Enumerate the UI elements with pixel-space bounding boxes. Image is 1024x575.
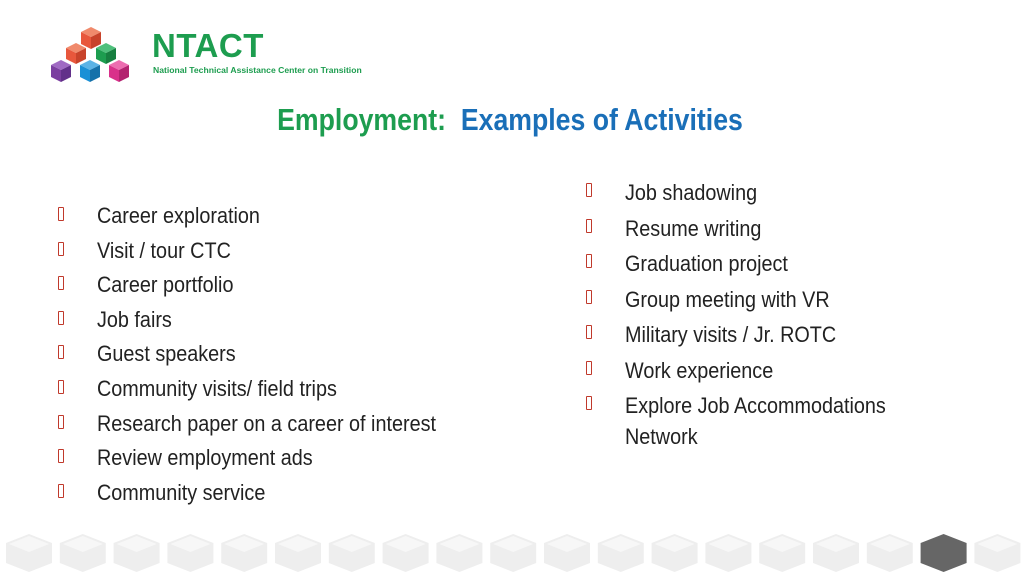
list-item: Work experience bbox=[586, 355, 1006, 386]
bullet-icon bbox=[58, 207, 64, 221]
list-item: Graduation project bbox=[586, 248, 1006, 279]
footer-tile bbox=[60, 534, 106, 572]
bullet-icon bbox=[58, 415, 64, 429]
green-cube bbox=[96, 43, 116, 64]
logo-wordmark: NTACT bbox=[152, 27, 264, 64]
bullet-icon bbox=[58, 449, 64, 463]
bullet-icon bbox=[58, 484, 64, 498]
footer-tile bbox=[652, 534, 698, 572]
ntact-logo bbox=[48, 22, 408, 86]
list-item: Explore Job Accommodations Network bbox=[586, 390, 1006, 452]
pink-cube bbox=[109, 60, 129, 82]
footer-tile bbox=[705, 534, 751, 572]
list-item: Guest speakers bbox=[58, 337, 538, 372]
footer-tile bbox=[813, 534, 859, 572]
footer-tile-strip bbox=[0, 528, 1024, 575]
title-part-employment: Employment: bbox=[277, 102, 447, 137]
footer-tile bbox=[867, 534, 913, 572]
footer-tile bbox=[221, 534, 267, 572]
cube-stack-icon bbox=[48, 22, 148, 86]
footer-tile bbox=[974, 534, 1020, 572]
bullet-icon bbox=[586, 361, 592, 375]
footer-tile bbox=[598, 534, 644, 572]
list-item: Visit / tour CTC bbox=[58, 234, 538, 269]
bullet-icon bbox=[586, 254, 592, 268]
logo-subtitle: National Technical Assistance Center on Transition bbox=[153, 65, 362, 75]
right-activity-list bbox=[586, 177, 1006, 457]
footer-tile bbox=[6, 534, 52, 572]
footer-tile bbox=[167, 534, 213, 572]
list-item: Research paper on a career of interest bbox=[58, 407, 538, 442]
footer-tile bbox=[759, 534, 805, 572]
bullet-icon bbox=[586, 290, 592, 304]
list-item: Job fairs bbox=[58, 303, 538, 338]
list-item: Group meeting with VR bbox=[586, 284, 1006, 315]
footer-tile bbox=[329, 534, 375, 572]
bullet-icon bbox=[58, 311, 64, 325]
title-part-examples: Examples of Activities bbox=[460, 102, 743, 137]
bullet-icon bbox=[58, 380, 64, 394]
bullet-icon bbox=[586, 396, 592, 410]
footer-tile bbox=[490, 534, 536, 572]
red-cube bbox=[66, 43, 86, 64]
footer-tile bbox=[275, 534, 321, 572]
purple-cube bbox=[51, 60, 71, 82]
bullet-icon bbox=[586, 219, 592, 233]
footer-tile bbox=[436, 534, 482, 572]
left-activity-list bbox=[58, 199, 538, 510]
footer-tile bbox=[544, 534, 590, 572]
bullet-icon bbox=[586, 183, 592, 197]
blue-cube bbox=[80, 60, 100, 82]
bullet-icon bbox=[586, 325, 592, 339]
list-item: Career exploration bbox=[58, 199, 538, 234]
list-item: Review employment ads bbox=[58, 441, 538, 476]
list-item: Community service bbox=[58, 476, 538, 511]
list-item: Career portfolio bbox=[58, 268, 538, 303]
slide-title bbox=[71, 101, 948, 138]
orange-cube bbox=[81, 27, 101, 49]
footer-tile-active bbox=[921, 534, 967, 572]
list-item: Job shadowing bbox=[586, 177, 1006, 208]
footer-tile bbox=[383, 534, 429, 572]
bullet-icon bbox=[58, 242, 64, 256]
bullet-icon bbox=[58, 345, 64, 359]
list-item: Community visits/ field trips bbox=[58, 372, 538, 407]
bullet-icon bbox=[58, 276, 64, 290]
footer-tile bbox=[114, 534, 160, 572]
list-item: Military visits / Jr. ROTC bbox=[586, 319, 1006, 350]
list-item: Resume writing bbox=[586, 213, 1006, 244]
